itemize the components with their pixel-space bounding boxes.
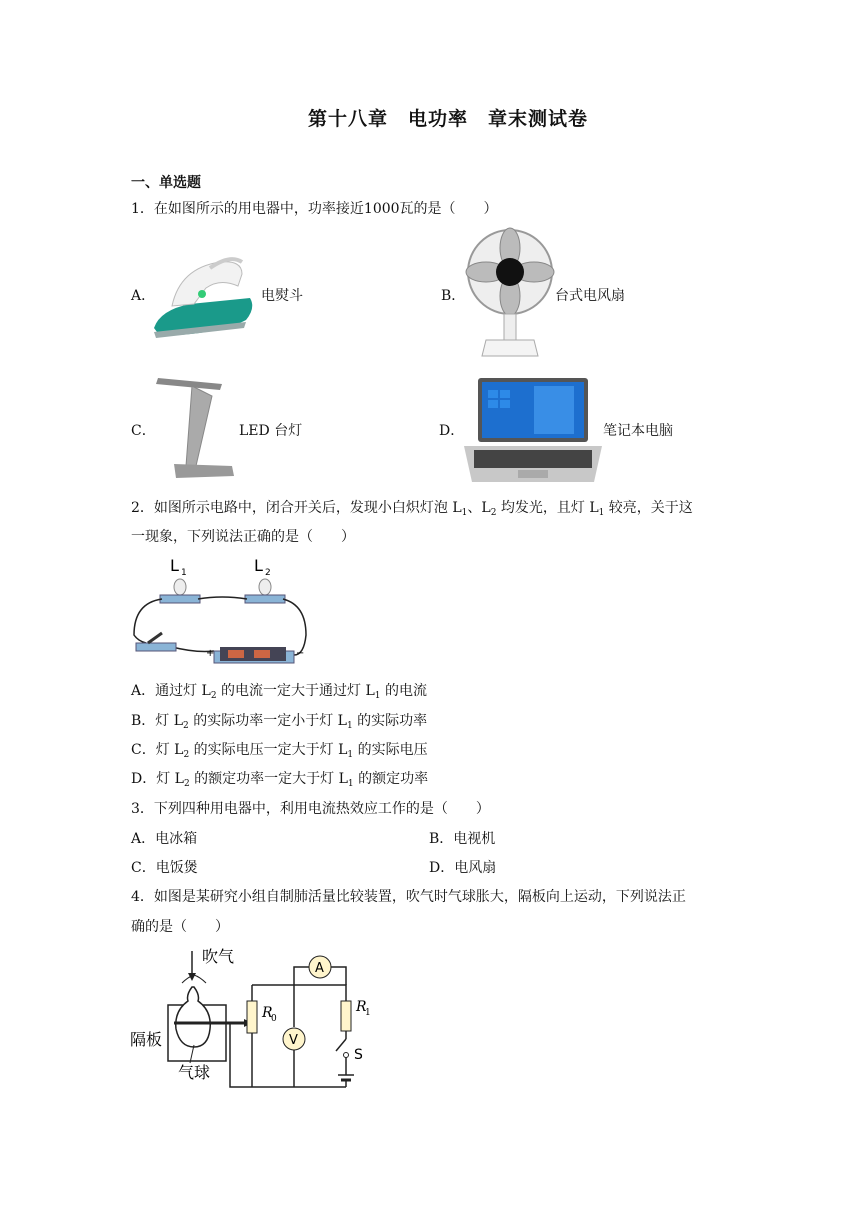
- svg-text:A: A: [315, 961, 324, 976]
- q3-stem: 3．下列四种用电器中，利用电流热效应工作的是（ ）: [131, 801, 490, 817]
- q1-option-d-label: 笔记本电脑: [603, 423, 673, 439]
- svg-text:R: R: [356, 999, 367, 1015]
- fig-balloon-label: 气球: [178, 1063, 211, 1082]
- q2-option-d: D．灯 $L_2$ 的额定功率一定大于灯 $L_1$ 的额定功率: [131, 771, 429, 789]
- q1-option-b-letter: B．: [441, 288, 466, 304]
- svg-text:1: 1: [365, 1008, 371, 1018]
- led-desk-lamp-image: [152, 374, 238, 484]
- q1-option-c-letter: C．: [131, 423, 156, 439]
- laptop-image: [464, 376, 602, 486]
- q2-stem-line2: 一现象，下列说法正确的是（ ）: [131, 529, 355, 545]
- q1-option-a-label: 电熨斗: [261, 288, 303, 304]
- svg-text:V: V: [289, 1033, 298, 1048]
- q2-option-b: B．灯 $L_2$ 的实际功率一定小于灯 $L_1$ 的实际功率: [131, 713, 428, 731]
- q1-stem: 1．在如图所示的用电器中，功率接近1000瓦的是（ ）: [131, 201, 498, 217]
- svg-text:R: R: [262, 1005, 273, 1021]
- q3-option-a: A．电冰箱: [131, 831, 198, 847]
- q2-option-c: C．灯 $L_2$ 的实际电压一定大于灯 $L_1$ 的实际电压: [131, 742, 428, 760]
- q2-stem-line1: 2．如图所示电路中，闭合开关后，发现小白炽灯泡 $L_1$、$L_2$ 均发光，且灯 $L_1$ 较亮，关于这: [131, 500, 693, 518]
- lung-capacity-circuit-figure: [130, 945, 390, 1095]
- q4-stem-line1: 4．如图是某研究小组自制肺活量比较装置，吹气时气球胀大，隔板向上运动，下列说法正: [131, 889, 686, 905]
- svg-text:S: S: [354, 1047, 363, 1063]
- q3-option-c: C．电饭煲: [131, 860, 198, 876]
- page-title: 第十八章 电功率 章末测试卷: [308, 108, 589, 130]
- desk-fan-image: [466, 228, 554, 360]
- q3-option-b: B．电视机: [429, 831, 496, 847]
- svg-text:−: −: [296, 648, 305, 659]
- q2-option-a: A．通过灯 $L_2$ 的电流一定大于通过灯 $L_1$ 的电流: [131, 683, 427, 701]
- svg-text:1: 1: [181, 568, 187, 578]
- fig-blow-label: 吹气: [202, 947, 235, 966]
- q1-option-d-letter: D．: [439, 423, 465, 439]
- steam-iron-image: [150, 248, 260, 340]
- q3-option-d: D．电风扇: [429, 860, 497, 876]
- q1-option-b-label: 台式电风扇: [555, 288, 625, 304]
- series-circuit-figure: [130, 555, 310, 670]
- svg-text:0: 0: [271, 1014, 277, 1024]
- fig-l2-label: L: [254, 556, 263, 575]
- q4-stem-line2: 确的是（ ）: [131, 919, 229, 935]
- q1-option-a-letter: A．: [131, 288, 156, 304]
- q1-option-c-label: LED 台灯: [239, 423, 303, 439]
- svg-text:2: 2: [265, 568, 271, 578]
- section-heading: 一、单选题: [131, 175, 201, 191]
- fig-baffle-label: 隔板: [130, 1030, 163, 1049]
- fig-l1-label: L: [170, 556, 179, 575]
- svg-text:+: +: [206, 648, 215, 659]
